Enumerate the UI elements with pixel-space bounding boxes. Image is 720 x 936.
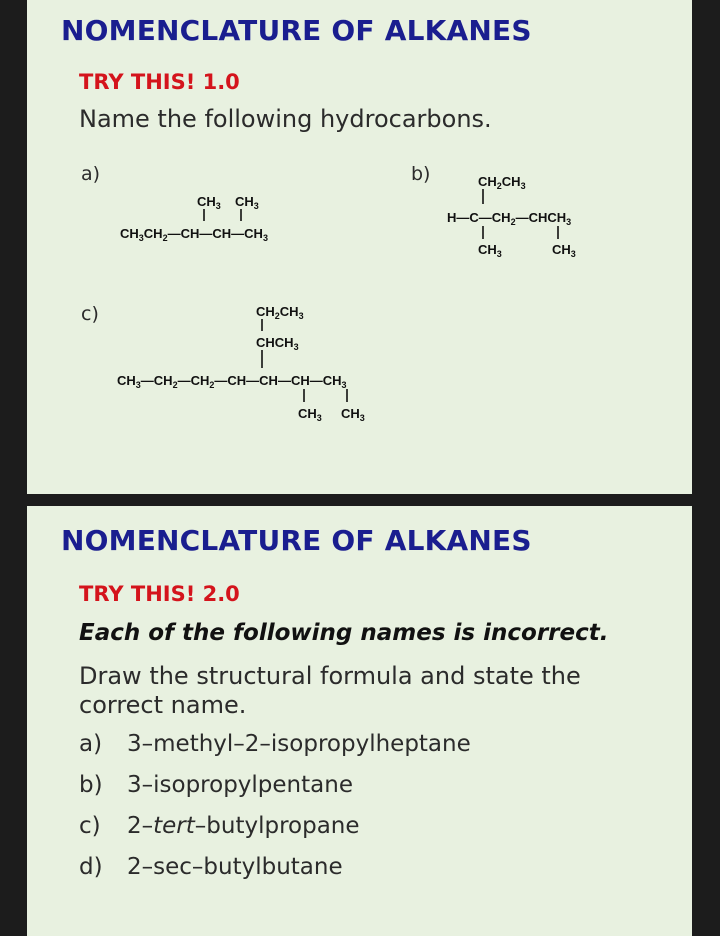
structure-a (117, 190, 347, 250)
svg-text:CH2CH3: $CH_2CH_3$ (478, 174, 526, 191)
list-item-text: 2– (127, 813, 154, 839)
label-a: a) (81, 163, 101, 185)
list-item (79, 731, 471, 757)
slide-1 (27, 0, 692, 494)
svg-text:CH3: $CH_3$ (341, 406, 365, 423)
svg-text:CH3: $CH_3$ (552, 242, 576, 259)
list-item-italic: tert (153, 813, 195, 839)
label-b: b) (411, 163, 431, 185)
svg-text:CHCH3: $CHCH_3$ (256, 335, 299, 352)
slide-2 (27, 506, 692, 936)
list-item (79, 813, 360, 839)
slide-title: NOMENCLATURE OF ALKANES (61, 14, 532, 47)
bold-instruction: Each of the following names is incorrect. (79, 620, 609, 646)
list-marker: c) (79, 813, 101, 839)
list-item-text-rest: –butylpropane (194, 813, 360, 839)
svg-text:CH3: $CH_3$ (478, 242, 502, 259)
svg-text:CH3: $CH_3$ (197, 194, 221, 211)
list-item-text: 3–isopropylpentane (127, 772, 353, 798)
svg-text:CH2CH3: $CH_2CH_3$ (256, 304, 304, 321)
list-marker: b) (79, 772, 103, 798)
instruction-text: Draw the structural formula and state the correct name. (79, 662, 581, 719)
list-marker: a) (79, 731, 103, 757)
list-item-text: 2–sec–butylbutane (127, 854, 343, 880)
list-item-text: 3–methyl–2–isopropylheptane (127, 731, 471, 757)
list-item (79, 772, 353, 798)
slide-title: NOMENCLATURE OF ALKANES (61, 524, 532, 557)
list-item (79, 854, 343, 880)
svg-text:CH3—CH2—CH2—CH—CH—CH—CH3: $CH_3—CH_2—CH_2—CH—CH—CH—CH_3$ (117, 373, 347, 390)
instruction-text: Name the following hydrocarbons. (79, 105, 492, 133)
svg-text:H—C—CH2—CHCH3: $H—C—CH_2—CHCH_3$ (447, 210, 572, 227)
svg-text:CH3CH2—CH—CH—CH3: $CH_3CH_2—CH—CH—CH_3$ (120, 226, 268, 243)
svg-text:CH3: $CH_3$ (298, 406, 322, 423)
try-this-label: TRY THIS! 2.0 (79, 582, 240, 606)
structure-c (115, 298, 455, 428)
structure-b (445, 170, 645, 270)
label-c: c) (81, 303, 99, 325)
list-marker: d) (79, 854, 103, 880)
try-this-label: TRY THIS! 1.0 (79, 70, 240, 94)
svg-text:CH3: $CH_3$ (235, 194, 259, 211)
